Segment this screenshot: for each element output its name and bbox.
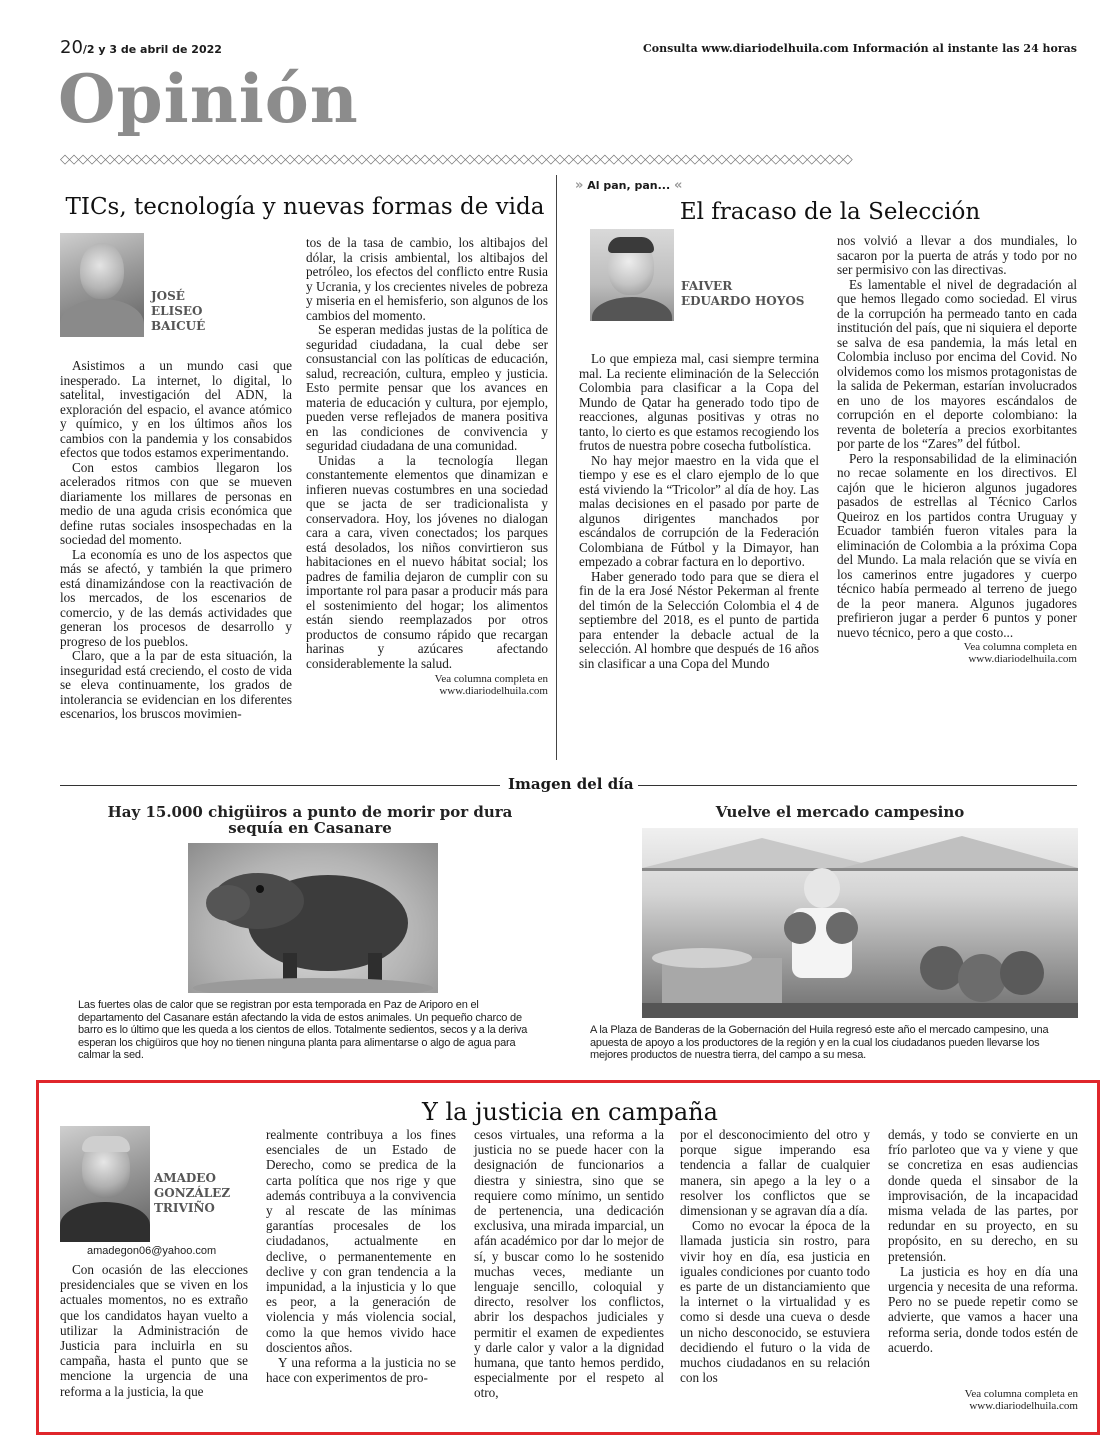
article-justicia-column-4 bbox=[680, 1127, 870, 1385]
article-seleccion-column-1 bbox=[579, 352, 819, 671]
article-seleccion-column-2 bbox=[837, 234, 1077, 665]
column-kicker bbox=[575, 178, 682, 193]
article-justicia-column-3 bbox=[474, 1127, 664, 1401]
paragraph: tos de la tasa de cambio, los altibajos del dólar, la crisis ambiental, los altibajos del petróleo, los efectos del conflicto entre Rusia y Ucrania, y los crecientes niveles de pobreza y miseria en el hemisferio, son algunos de los cambios del momento. bbox=[306, 235, 548, 323]
author-photo-amadeo bbox=[60, 1126, 150, 1242]
image-title-mercado: Vuelve el mercado campesino bbox=[715, 803, 965, 821]
imagen-del-dia-bar bbox=[60, 777, 1077, 793]
credit-link[interactable]: www.diariodelhuila.com bbox=[968, 653, 1077, 665]
read-more-credit bbox=[888, 1388, 1078, 1412]
author-name-faiver bbox=[681, 279, 804, 309]
article-tics-column-2 bbox=[306, 236, 548, 697]
section-title: Opinión bbox=[58, 60, 359, 138]
article-tics-column-1 bbox=[60, 359, 292, 722]
author-name-amadeo bbox=[154, 1171, 230, 1216]
article-justicia-column-5 bbox=[888, 1127, 1078, 1355]
photo-mercado-campesino bbox=[642, 828, 1078, 1018]
paragraph: La justicia es hoy en día una urgencia y necesita de una reforma. Pero no se puede repetir como se advierte, que vamos a hacer una reforma seria, donde todos estén de acuerdo. bbox=[888, 1263, 1078, 1355]
paragraph: Lo que empieza mal, casi siempre termina mal. La reciente eliminación de la Selección Colombia para clasificar a la Copa del Mundo de Qatar ha generado todo tipo de reacciones, algunas positivas y otras no tanto, lo cierto es que estamos recogiendo los frutos de nuestra pobre cosecha futbolística. bbox=[579, 351, 819, 453]
paragraph: Como no evocar la época de la llamada justicia sin rostro, para vivir hoy en día, esa justicia en iguales condiciones por cuanto todo es parte de un distanciamiento que la internet o la virtualidad y es como si desde una cueva o desde un nicho desconocido, se estuviera decidiendo el futuro o la vida de muchos ciudadanos en su relación con los bbox=[680, 1218, 870, 1386]
paragraph: Unidas a la tecnología llegan constantemente elementos que dinamizan e infieren nuevas costumbres en una sociedad que se jacta de ser tradicionalista y conservadora. Hoy, los jóvenes no dialogan cara a cara, viven conectados; los parques está desolados, los niños convirtieron sus habitaciones en el nuevo hábitat social; los padres de familia dejaron de cumplir con su importante rol para pasar a producir más para el sostenimiento del hogar; los alimentos están siendo reemplazados por otros productos de consumo rápido que recargan harinas y azúcares afectando considerablemente la salud. bbox=[306, 452, 548, 671]
credit-link[interactable]: www.diariodelhuila.com bbox=[439, 685, 548, 697]
paragraph: nos volvió a llevar a dos mundiales, lo sacaron por la puerta de atrás y todo por no ser permisivo con las directivas. bbox=[837, 233, 1077, 277]
header-tagline: Consulta www.diariodelhuila.com Información al instante las 24 horas bbox=[643, 42, 1077, 55]
article-title-justicia: Y la justicia en campaña bbox=[422, 1098, 718, 1126]
credit-line: Vea columna completa en bbox=[963, 641, 1077, 653]
photo-chiguiro bbox=[188, 843, 438, 993]
article-title-seleccion: El fracaso de la Selección bbox=[679, 199, 981, 225]
paragraph: Pero la responsabilidad de la eliminación no recae solamente en los directivos. El cajón que le hicieron algunos jugadores pasados de estrellas al Técnico Carlos Queiroz en los partidos contra Uruguay y Ecuador también fueron vitales para la eliminación de Colombia a la próxima Copa del Mundo. La mala relación que se vivía en los camerinos entre jugadores y cuerpo técnico había permeado al terreno de juego de la peor manera. Algunos jugadores prefirieron jugar a perder 6 puntos y poner nuevo técnico, pero a que costo... bbox=[837, 450, 1077, 640]
author-name-line: TRIVIÑO bbox=[154, 1201, 215, 1215]
paragraph: No hay mejor maestro en la vida que el tiempo y ese es el claro ejemplo de lo que está viviendo la “Tricolor” al día de hoy. Las malas decisiones en el pasado por parte de algunos dirigentes manchados por escándalos de corrupción de la Federación Colombiana de Fútbol y la Dimayor, han empezado a cobrar factura en lo deportivo. bbox=[579, 452, 819, 569]
imagen-del-dia-label: Imagen del día bbox=[508, 775, 634, 793]
paragraph: Claro, que a la par de esta situación, la inseguridad está creciendo, el costo de vida se eleva continuamente, los grados de intolerancia se evidencian en los diferentes escenarios, los bruscos movimien- bbox=[60, 648, 292, 721]
paragraph: por el desconocimiento del otro y porque sigue imperando esa tendencia a fallar de cualquier manera, sin apego a la ley o a resolver los conflictos que se dimensionan y se agravan día a día. bbox=[680, 1127, 870, 1219]
read-more-credit bbox=[306, 673, 548, 697]
author-name-jose-eliseo bbox=[151, 289, 205, 334]
double-chevron-left-icon: « bbox=[674, 178, 683, 193]
paragraph: demás, y todo se convierte en un frío parloteo que va y viene y que se concretiza en esas audiencias donde queda el sinsabor de la improvisación, de la incapacidad misma velada de las partes, por redundar en su proyecto, en su propósito, en su derecho, en su pretensión. bbox=[888, 1127, 1078, 1264]
author-photo-faiver bbox=[590, 229, 674, 321]
double-chevron-right-icon: » bbox=[575, 178, 584, 193]
paragraph: realmente contribuya a los fines esenciales de un Estado de Derecho, como se predica de la carta política que nos rige y que además contribuya a la convivencia y al rescate de las mínimas garantías procesales de los ciudadanos, actualmente en declive, o permanentemente en declive y con gran tendencia a la impunidad, a la injusticia y lo que es peor, a la generación de violencia y más violencia social, como la que hemos vivido hace doscientos años. bbox=[266, 1127, 456, 1355]
paragraph: Se esperan medidas justas de la política de seguridad ciudadana, la cual debe ser consustancial con las políticas de educación, salud, recreación, cultura, empleo y justicia. Esto permite pensar que los avances en materia de educación y cultura, por ejemplo, pueden verse reflejados de manera positiva en las condiciones de convivencia y seguridad ciudadana de una comunidad. bbox=[306, 322, 548, 453]
kicker-label: Al pan, pan... bbox=[587, 179, 671, 192]
author-name-line: JOSÉ bbox=[151, 289, 185, 303]
paragraph: Con ocasión de las elecciones presidenciales que se viven en los actuales momentos, no es extraño que los candidatos hayan vuelto a utilizar la Administración de Justicia para incluirla en su campaña, hasta el punto que se mencione la urgencia de una reforma a la justicia, la que bbox=[60, 1262, 248, 1399]
credit-line: Vea columna completa en bbox=[434, 673, 548, 685]
paragraph: Asistimos a un mundo casi que inesperado. La internet, lo digital, lo satelital, investigación del ADN, la exploración del espacio, el avance atómico y químico, y en los últimos años los cambios con la pandemia y los consabidos efectos que todos estamos experimentando. bbox=[60, 358, 292, 460]
article-justicia-column-2 bbox=[266, 1127, 456, 1385]
market-photo-illustration bbox=[642, 828, 1078, 1018]
author-name-line: AMADEO bbox=[154, 1171, 216, 1185]
credit-line: Vea columna completa en bbox=[964, 1388, 1078, 1400]
paragraph: Con estos cambios llegaron los acelerados ritmos con que se mueven diariamente los millares de personas en medio de una aguda crisis económica que define rutas sociales insospechadas en la sociedad del momento. bbox=[60, 459, 292, 547]
author-email[interactable]: amadegon06@yahoo.com bbox=[87, 1245, 217, 1257]
capybara-photo-illustration bbox=[188, 843, 438, 993]
author-name-line: BAICUÉ bbox=[151, 319, 206, 333]
page-header-left bbox=[60, 37, 222, 58]
article-justicia-column-1 bbox=[60, 1262, 248, 1399]
issue-date: /2 y 3 de abril de 2022 bbox=[82, 43, 222, 56]
paragraph: La economía es uno de los aspectos que más se afectó, y también la que primero está dinamizándose con la reactivación de los mercados, de los escenarios de comercio, y de las demás actividades que generan los procesos de desarrollo y progreso de los pueblos. bbox=[60, 546, 292, 649]
read-more-credit bbox=[837, 641, 1077, 665]
author-photo-jose-eliseo bbox=[60, 233, 144, 337]
ornament-divider: ◇◇◇◇◇◇◇◇◇◇◇◇◇◇◇◇◇◇◇◇◇◇◇◇◇◇◇◇◇◇◇◇◇◇◇◇◇◇◇◇◇◇◇◇◇◇◇◇◇◇◇◇◇◇◇◇◇◇◇◇◇◇◇◇◇◇◇◇◇◇◇◇◇◇◇◇◇◇◇◇◇◇◇◇◇◇◇◇ bbox=[60, 152, 852, 167]
column-divider bbox=[556, 175, 557, 760]
author-name-line: ELISEO bbox=[151, 304, 203, 318]
paragraph: Haber generado todo para que se diera el fin de la era José Néstor Pekerman al frente del timón de la Selección Colombia el 4 de septiembre del 2018, es el punto de partida para entender la debacle actual de la selección. Al hombre que después de 16 años sin clasificar a una Copa del Mundo bbox=[579, 568, 819, 671]
author-name-line: EDUARDO HOYOS bbox=[681, 294, 805, 308]
author-name-line: FAIVER bbox=[681, 279, 733, 293]
credit-link[interactable]: www.diariodelhuila.com bbox=[969, 1400, 1078, 1412]
paragraph: Y una reforma a la justicia no se hace con experimentos de pro- bbox=[266, 1355, 456, 1386]
caption-chiguiros: Las fuertes olas de calor que se registran por esta temporada en Paz de Ariporo en el departamento del Casanare están afectando la vida de estos animales. Un pequeño charco de barro es lo último que les queda a los cientos de ellos. Totalmente sedientos, secos y a la deriva esperan los chigüiros que hoy no tienen ninguna planta para alimentarse o algo de agua para calmar la sed. bbox=[78, 999, 528, 1061]
paragraph: Es lamentable el nivel de degradación al que hemos llegado como sociedad. El virus de la corrupción ha permeado tanto en cada institución del país, que ni siquiera el deporte se salva de esa pandemia, la más letal en Colombia incluso por encima del Covid. No olvidemos como los mismos protagonistas de la salida de Pekerman, estarían involucrados en uno de los mayores escándalos de corrupción en el deporte colombiano: la reventa de boletería a precios exorbitantes por parte de los “Zares” del fútbol. bbox=[837, 276, 1077, 451]
image-title-chiguiros: Hay 15.000 chigüiros a punto de morir por dura sequía en Casanare bbox=[107, 803, 513, 837]
author-name-line: GONZÁLEZ bbox=[154, 1186, 231, 1200]
article-title-tics: TICs, tecnología y nuevas formas de vida bbox=[65, 194, 545, 220]
caption-mercado: A la Plaza de Banderas de la Gobernación del Huila regresó este año el mercado campesino, una apuesta de apoyo a los productores de la región y en la cual los ciudadanos pueden llevarse los mejores productos de nuestra tierra, del campo a su mesa. bbox=[590, 1024, 1049, 1061]
page-number: 20 bbox=[60, 37, 83, 58]
paragraph: cesos virtuales, una reforma a la justicia no se puede hacer con la designación de funcionarios a diestra y siniestra, sino que se requiere como mínimo, un sentido de pertenencia, una dedicación exclusiva, una mirada imparcial, un afán académico por dar lo mejor de sí, y buscar como lo he sostenido muchas veces, mediante un lenguaje sencillo, coloquial y directo, resolver los conflictos, abrir los despachos judiciales y permitir el examen de expedientes y darle calor y valor a la dignidad humana, que tanto hemos perdido, especialmente por el respeto al otro, bbox=[474, 1127, 664, 1401]
